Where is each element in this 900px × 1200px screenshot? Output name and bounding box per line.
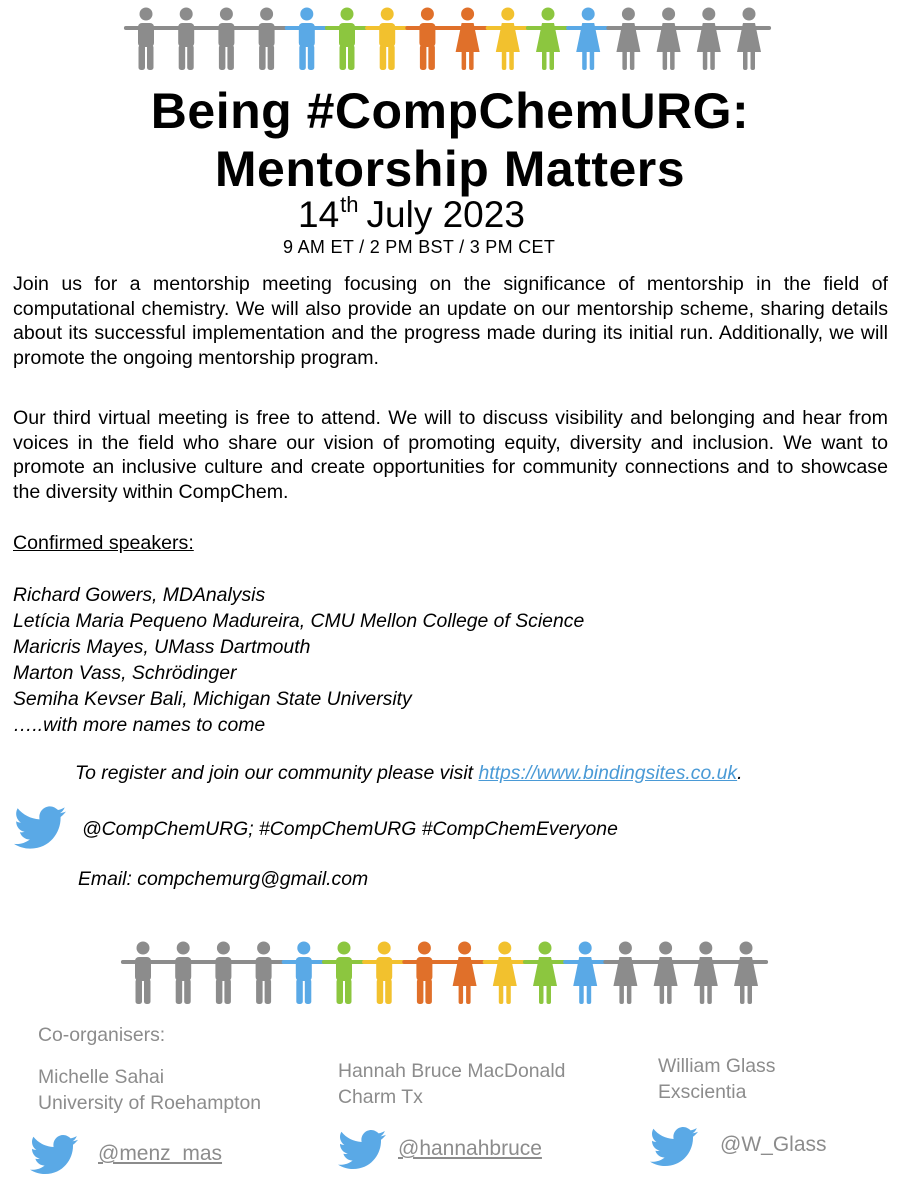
person-icon [327, 8, 367, 71]
speaker-item: Maricris Mayes, UMass Dartmouth [13, 636, 311, 658]
date-suffix: th [340, 192, 359, 217]
speaker-item-more: …..with more names to come [13, 714, 266, 736]
person-icon [605, 942, 645, 1005]
person-icon [649, 8, 689, 71]
speakers-heading: Confirmed speakers: [13, 532, 194, 554]
person-icon [284, 942, 324, 1005]
organiser-handle-2[interactable]: @hannahbruce [398, 1137, 542, 1160]
person-icon [485, 942, 525, 1005]
date-day: 14 [298, 194, 340, 235]
speakers-list [13, 582, 584, 738]
person-icon [686, 942, 726, 1005]
person-icon [568, 8, 608, 71]
organiser-2 [338, 1058, 565, 1110]
person-icon [203, 942, 243, 1005]
person-icon [528, 8, 568, 71]
twitter-tags: @CompChemURG; #CompChemURG #CompChemEveryone [82, 818, 618, 840]
person-icon [166, 8, 206, 71]
people-banner-bottom [0, 940, 900, 1008]
speaker-item: Letícia Maria Pequeno Madureira, CMU Mellon College of Science [13, 610, 585, 632]
speaker-item: Marton Vass, Schrödinger [13, 662, 237, 684]
twitter-bird-icon[interactable] [14, 806, 66, 850]
twitter-bird-icon[interactable] [650, 1127, 698, 1167]
organiser-name: Michelle Sahai [38, 1066, 165, 1088]
person-icon [367, 8, 407, 71]
person-icon [163, 942, 203, 1005]
person-icon [123, 942, 163, 1005]
organiser-affiliation: University of Roehampton [38, 1092, 262, 1114]
event-date [298, 192, 525, 236]
person-icon [729, 8, 769, 71]
register-text: To register and join our community please visit [75, 762, 479, 784]
person-icon [247, 8, 287, 71]
person-icon [646, 942, 686, 1005]
person-icon [689, 8, 729, 71]
organiser-name: Hannah Bruce MacDonald [338, 1060, 566, 1082]
person-icon [364, 942, 404, 1005]
people-banner-top [0, 6, 900, 74]
person-icon [608, 8, 648, 71]
event-times: 9 AM ET / 2 PM BST / 3 PM CET [283, 237, 556, 257]
person-icon [404, 942, 444, 1005]
title-line-1: Being #CompChemURG: [150, 83, 750, 139]
person-icon [324, 942, 364, 1005]
meeting-paragraph: Our third virtual meeting is free to attend. We will to discuss visibility and belonging and hear from voices in the field who share our vision of promoting equity, diversity and inclusion. We want to promote an inclusive culture and create opportunities for community connections and to showcase the diversity within CompChem. [13, 407, 888, 503]
speaker-item: Richard Gowers, MDAnalysis [13, 584, 266, 606]
person-icon [565, 942, 605, 1005]
people-figures-top [0, 6, 900, 74]
page-title [0, 82, 900, 198]
speaker-item: Semiha Kevser Bali, Michigan State University [13, 688, 412, 710]
date-month-year: July 2023 [366, 194, 525, 235]
register-link[interactable]: https://www.bindingsites.co.uk [478, 762, 738, 784]
organiser-affiliation: Charm Tx [338, 1086, 423, 1108]
organiser-handle-1[interactable]: @menz_mas [98, 1142, 223, 1165]
person-icon [244, 942, 284, 1005]
organiser-3 [658, 1053, 775, 1105]
person-icon [407, 8, 447, 71]
intro-paragraph: Join us for a mentorship meeting focusing on the significance of mentorship in the field of computational chemistry. We will also provide an update on our mentorship scheme, sharing details about its successful implementation and the progress made during its initial run. Additionally, we will promote the ongoing mentorship program. [13, 273, 888, 369]
person-icon [525, 942, 565, 1005]
contact-email: Email: compchemurg@gmail.com [78, 868, 369, 890]
person-icon [445, 942, 485, 1005]
people-figures-bottom [0, 940, 900, 1008]
person-icon [448, 8, 488, 71]
twitter-bird-icon[interactable] [30, 1135, 78, 1175]
register-line [75, 762, 743, 785]
organiser-handle-3[interactable]: @W_Glass [720, 1133, 827, 1156]
register-end: . [737, 762, 743, 784]
title-line-2: Mentorship Matters [214, 141, 686, 197]
organisers-heading: Co-organisers: [38, 1024, 166, 1046]
person-icon [126, 8, 166, 71]
person-icon [726, 942, 766, 1005]
person-icon [206, 8, 246, 71]
person-icon [287, 8, 327, 71]
twitter-bird-icon[interactable] [338, 1130, 386, 1170]
organiser-affiliation: Exscientia [658, 1081, 747, 1103]
person-icon [488, 8, 528, 71]
organiser-name: William Glass [658, 1055, 776, 1077]
organiser-1 [38, 1064, 261, 1116]
